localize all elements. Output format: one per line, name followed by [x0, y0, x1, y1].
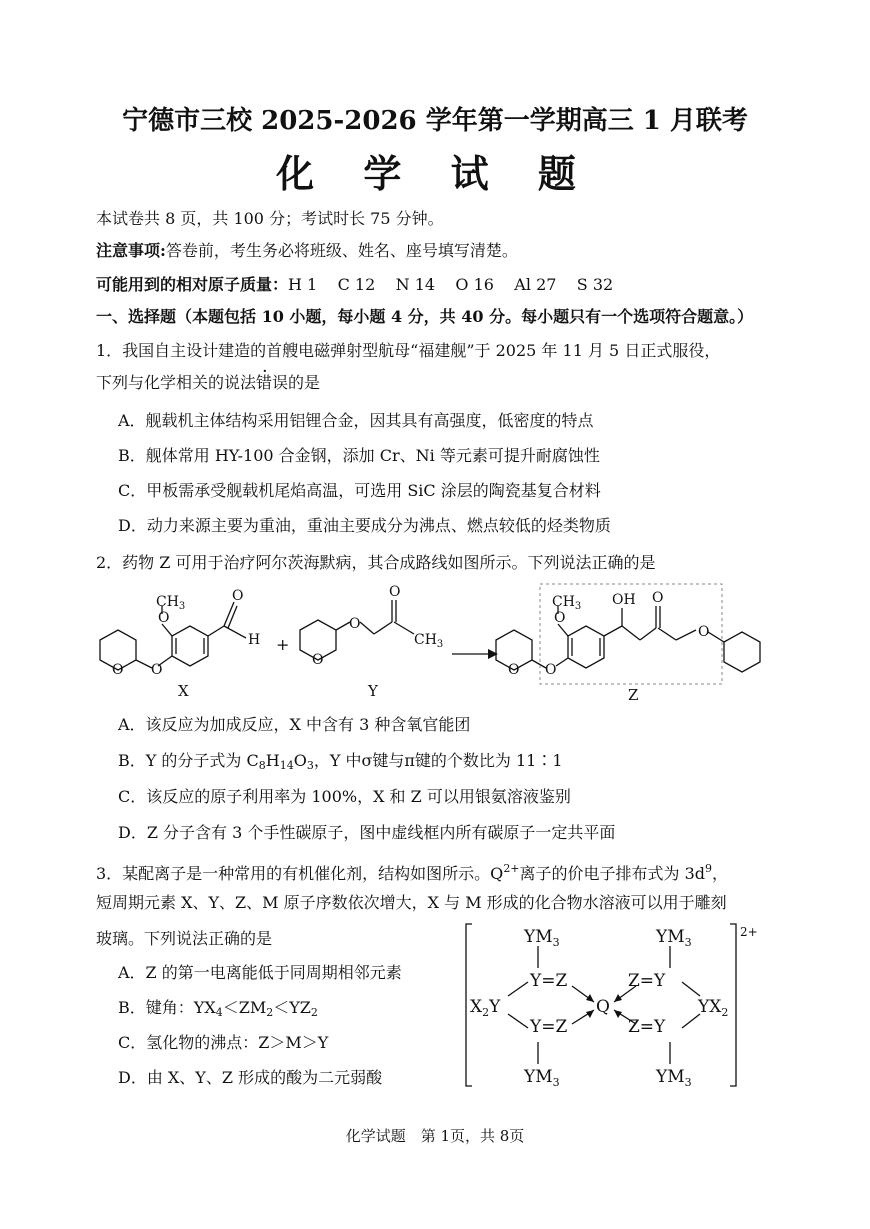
- q3-option-d: D．由 X、Y、Z 形成的酸为二元弱酸: [118, 1068, 383, 1087]
- y-ch3-label: $CH_3$: [414, 632, 444, 650]
- q-center: Q: [596, 997, 610, 1017]
- z-o-ether-right: O: [698, 624, 710, 640]
- q2-b-part1: B．Y 的分子式为 C: [118, 751, 259, 770]
- q1-emphasis: 错误: [256, 373, 289, 392]
- z-ch3-label: $CH_3$: [552, 594, 582, 612]
- q2-b-sub-h: 14: [279, 759, 294, 772]
- x-h-aldehyde: H: [248, 632, 261, 648]
- section-heading: 一、选择题（本题包括 10 小题，每小题 4 分，共 40 分。每小题只有一个选项符合题意。）: [96, 307, 754, 326]
- q1-stem-2: [96, 372, 320, 394]
- ym3-bottom-right: $YM_3$: [656, 1067, 692, 1089]
- q3-b-part2: ＜ZM: [222, 998, 267, 1017]
- q3-stem-1: [96, 858, 728, 885]
- q2-option-a: A．该反应为加成反应，X 中含有 3 种含氧官能团: [118, 715, 471, 734]
- yz-upper-left: Y=Z: [530, 971, 568, 991]
- x-ch3-label: $CH_3$: [156, 594, 186, 612]
- z-o-ether-left: O: [545, 662, 557, 678]
- subject-title: 化 学 试 题: [276, 151, 594, 196]
- label-y: Y: [368, 682, 378, 700]
- ym3-top-right: $YM_3$: [656, 927, 692, 949]
- x2y-label: $X_2Y$: [470, 997, 501, 1019]
- q3-option-a: A．Z 的第一电离能低于同周期相邻元素: [118, 963, 402, 982]
- q1-option-a: A．舰载机主体结构采用铝锂合金，因其具有高强度，低密度的特点: [118, 411, 594, 430]
- q3-sup-d: 9: [705, 862, 713, 875]
- q2-b-sub-c: 8: [258, 759, 266, 772]
- q1-stem-2a: 下列与化学相关的说法: [96, 373, 257, 392]
- q3-sup-charge: 2+: [503, 862, 520, 875]
- ym3-bottom-left: $YM_3$: [524, 1067, 560, 1089]
- y-o-ring: O: [312, 652, 324, 668]
- q3-option-b: [118, 997, 318, 1024]
- z-oh-label: OH: [612, 592, 636, 608]
- label-x: X: [178, 682, 189, 700]
- notice-label: 注意事项:: [96, 241, 166, 260]
- y-o-ether: O: [349, 616, 361, 632]
- q2-b-part4: ，Y 中σ键与π键的个数比为 11∶1: [313, 751, 563, 770]
- q2-option-c: C．该反应的原子利用率为 100%，X 和 Z 可以用银氨溶液鉴别: [118, 787, 571, 806]
- q2-b-part2: H: [265, 751, 280, 770]
- q3-stem-3: 玻璃。下列说法正确的是: [96, 929, 273, 948]
- page-footer: 化学试题 第 1页，共 8页: [345, 1127, 525, 1145]
- z-o-ring-left: O: [508, 662, 520, 678]
- exam-info: 本试卷共 8 页，共 100 分；考试时长 75 分钟。: [96, 209, 444, 228]
- q3-stem-1b: 离子的价电子排布式为 3d: [519, 864, 706, 883]
- notice-text: 答卷前，考生务必将班级、姓名、座号填写清楚。: [165, 241, 518, 260]
- atomic-mass-label: 可能用到的相对原子质量：: [96, 275, 289, 294]
- x-o-ring: O: [112, 662, 124, 678]
- atomic-mass-line: [96, 274, 613, 296]
- q3-b-sub1: 4: [215, 1006, 223, 1019]
- q3-b-sub3: 2: [310, 1006, 318, 1019]
- q3-stem-1a: 3．某配离子是一种常用的有机催化剂，结构如图所示。Q: [96, 864, 504, 883]
- q3-complex-figure: [460, 920, 770, 1092]
- x-o-aldehyde: O: [232, 588, 244, 604]
- ym3-top-left: $YM_3$: [524, 927, 560, 949]
- q2-option-b: [118, 750, 563, 777]
- plus-sign: +: [276, 635, 290, 654]
- q2-b-sub-o: 3: [306, 759, 314, 772]
- q3-stem-2: 短周期元素 X、Y、Z、M 原子序数依次增大，X 与 M 形成的化合物水溶液可以用于雕刻: [96, 893, 727, 912]
- q3-option-c: C．氢化物的沸点：Z＞M＞Y: [118, 1033, 329, 1052]
- q2-option-d: D．Z 分子含有 3 个手性碳原子，图中虚线框内所有碳原子一定共平面: [118, 823, 616, 842]
- z-o-ketone: O: [652, 590, 664, 606]
- q3-stem-1c: ，: [712, 864, 729, 883]
- y-o-ketone: O: [389, 584, 401, 600]
- q2-reaction-figure: [96, 578, 786, 706]
- z-o-methoxy: O: [554, 610, 566, 626]
- q2-stem: 2．药物 Z 可用于治疗阿尔茨海默病，其合成路线如图所示。下列说法正确的是: [96, 553, 656, 572]
- notice-line: [96, 240, 518, 262]
- q1-option-b: B．舰体常用 HY-100 合金钢，添加 Cr、Ni 等元素可提升耐腐蚀性: [118, 446, 600, 465]
- q3-b-sub2: 2: [266, 1006, 274, 1019]
- exam-title: 宁德市三校 2025-2026 学年第一学期高三 1 月联考: [122, 106, 748, 136]
- q3-b-part1: B．键角：YX: [118, 998, 216, 1017]
- q1-stem-2b: 的是: [288, 373, 321, 392]
- x-o-methoxy: O: [158, 610, 170, 626]
- yz-lower-left: Y=Z: [530, 1017, 568, 1037]
- label-z: Z: [628, 686, 639, 704]
- q1-option-d: D．动力来源主要为重油，重油主要成分为沸点、燃点较低的烃类物质: [118, 516, 611, 535]
- zy-lower-right: Z=Y: [628, 1017, 666, 1037]
- q1-stem-1: 1．我国自主设计建造的首艘电磁弹射型航母“福建舰”于 2025 年 11 月 5 日正式服役，: [96, 341, 721, 360]
- q2-b-part3: O: [293, 751, 307, 770]
- atomic-mass-values: H 1 C 12 N 14 O 16 Al 27 S 32: [288, 275, 614, 294]
- x-o-ether: O: [151, 662, 163, 678]
- complex-charge: 2+: [740, 925, 758, 939]
- q1-option-c: C．甲板需承受舰载机尾焰高温，可选用 SiC 涂层的陶瓷基复合材料: [118, 481, 601, 500]
- q3-b-part3: ＜YZ: [273, 998, 311, 1017]
- yx2-label: $YX_2$: [698, 997, 729, 1019]
- zy-upper-right: Z=Y: [628, 971, 666, 991]
